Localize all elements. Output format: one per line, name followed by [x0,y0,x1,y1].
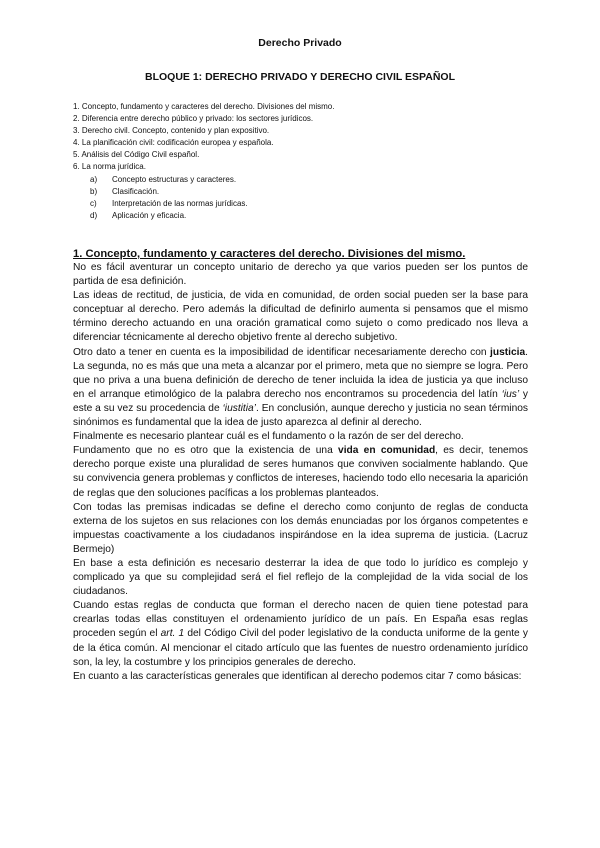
toc-subitem-text: Interpretación de las normas jurídicas. [112,198,248,208]
toc-subitem-text: Concepto estructuras y caracteres. [112,174,237,184]
toc-subitem [90,198,533,210]
paragraph: No es fácil aventurar un concepto unitario de derecho ya que varios pueden ser los puntos de partida de esa definición. [73,262,528,288]
toc-subitem-letter: a) [90,174,98,184]
page-title: Derecho Privado [258,37,342,49]
paragraph-text: Cuando estas reglas de conducta que forman el derecho nacen de quien tiene potestad para crearlas todas ellas constituyen el ordenamiento jurídico de un país. En España esas reglas proceden según el [73,600,528,640]
paragraph: Finalmente es necesario plantear cuál es el fundamento o la razón de ser del derecho. [73,431,464,443]
paragraph: En cuanto a las características generales que identifican al derecho podemos citar 7 como básicas: [73,670,522,682]
toc-subitem [90,186,533,198]
paragraph [73,599,528,669]
paragraph [73,444,528,500]
italic-term: art. 1 [160,628,185,640]
paragraph-text: del Código Civil del poder legislativo de la conducta uniforme de la gente y de la ética común. Al mencionar el citado artículo que las fuentes de nuestro ordenamiento jurídico son, la ley, la costumbre y los principios generales de derecho. [73,628,528,668]
table-of-contents [73,101,533,222]
toc-item: 2. Diferencia entre derecho público y privado: los sectores jurídicos. [73,114,314,124]
block-title: BLOQUE 1: DERECHO PRIVADO Y DERECHO CIVIL ESPAÑOL [145,71,455,83]
paragraph: En base a esta definición es necesario desterrar la idea de que todo lo jurídico es complejo y complicado ya que su complejidad será el fiel reflejo de la complejidad de la vida social de los ciudadanos. [73,557,528,598]
paragraph: Las ideas de rectitud, de justicia, de vida en comunidad, de orden social pueden ser la base para conceptuar al derecho. Pero además la dificultad de definirlo aumenta si pensamos que el mismo término derecho actuando en una oración gramatical como sujeto o como predicado nos lleva a diferenciar técnicamente al derecho objetivo frente al derecho subjetivo. [73,290,528,344]
paragraph: Con todas las premisas indicadas se define el derecho como conjunto de reglas de conducta externa de los sujetos en sus relaciones con los demás enunciadas por los órganos competentes e impuestas coactivamente a los ciudadanos inspirándose en la idea suprema de justicia. (Lacruz Bermejo) [73,501,528,555]
toc-item: 6. La norma jurídica. [73,162,146,172]
section-heading: 1. Concepto, fundamento y caracteres del derecho. Divisiones del mismo. [73,248,466,260]
toc-subitem-letter: b) [90,186,98,196]
paragraph-text: . En conclusión, aunque derecho y justicia no sean términos sinónimos es fundamental que la idea de justo aparezca al definir al derecho. [73,402,528,429]
toc-subitem-text: Aplicación y eficacia. [112,210,187,220]
toc-item: 1. Concepto, fundamento y caracteres del derecho. Divisiones del mismo. [73,102,335,111]
toc-item: 5. Análisis del Código Civil español. [73,150,200,160]
toc-subitem-text: Clasificación. [112,186,160,196]
section-1 [73,247,528,684]
toc-subitem-letter: c) [90,198,97,208]
paragraph-text: Otro dato a tener en cuenta es la imposibilidad de identificar necesariamente derecho con [73,346,491,358]
bold-term: justicia [490,346,526,358]
toc-subitem-letter: d) [90,210,98,220]
paragraph-text: , es decir, tenemos derecho porque existe una pluralidad de seres humanos que conviven socialmente hablando. Que su convivencia genera problemas y conflictos de intereses, haciendo todo ello necesaria la aparición de reglas que den soluciones pacíficas a los problemas planteados. [73,445,528,499]
italic-term: ‘iustitia’ [222,402,256,414]
toc-item: 4. La planificación civil: codificación europea y española. [73,138,274,148]
paragraph-text: . La segunda, no es más que una meta a alcanzar por el primero, meta que no siempre se logra. Pero que no priva a una buena definición de derecho de tener incluida la idea de justicia ya que incluso en el arranque etimológico de la palabra derecho nos encontramos su procedencia del latín [73,346,528,400]
bold-term: vida en comunidad [338,445,436,457]
paragraph [73,346,528,431]
paragraph-text: y este a su vez su procedencia de [73,388,528,414]
toc-subitem [90,210,533,222]
toc-item: 3. Derecho civil. Concepto, contenido y plan expositivo. [73,126,270,136]
toc-subitem [90,174,533,186]
italic-term: ‘ius’ [501,388,520,400]
paragraph-text: Fundamento que no es otro que la existencia de una [73,445,339,457]
